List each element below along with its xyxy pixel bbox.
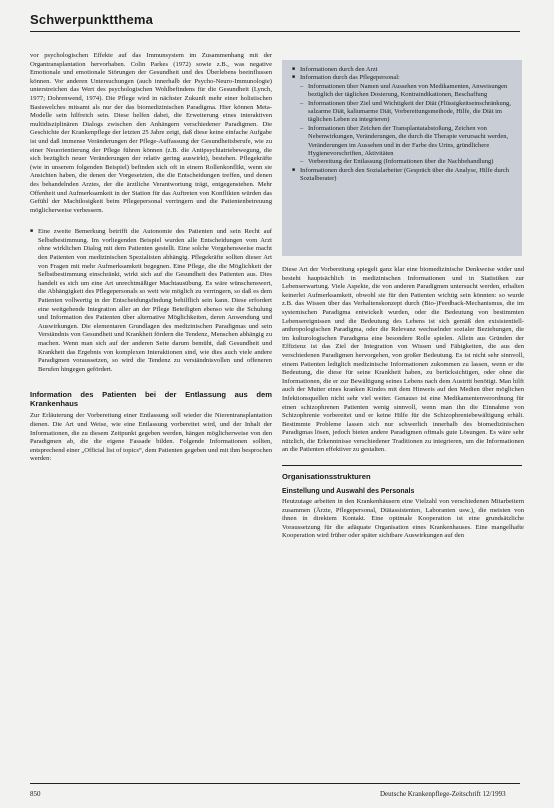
info-box — [282, 60, 522, 256]
info-box-item: ■ Information durch das Pflegepersonal: — [292, 74, 512, 82]
left-paragraph-3: Zur Erläuterung der Vorbereitung einer Entlassung soll wieder die Nierentransplantation dienen. Die Art und Weise, wie eine Entlassung vorbereitet wird, und der Inhalt der Informationen, die zu diesem Zeitpunkt gegeben werden, hängen möglicherweise von den Paradigmen ab, die die eigene Fassade bilden. Folgende Informationen sollten, entsprechend einer „Official list of topics“, dem Patienten gegeben und mit ihm besprochen werden: — [30, 412, 272, 463]
info-box-list — [292, 66, 512, 184]
journal-footer: Deutsche Krankenpflege-Zeitschrift 12/1993 — [380, 790, 506, 798]
info-box-item: ■ Informationen durch den Sozialarbeiter (Gespräch über die Analyse, Hilfe durch Sozialberater) — [292, 167, 512, 184]
left-column — [30, 52, 272, 464]
info-box-subitem: – Informationen über Namen und Aussehen von Medikamenten, Anweisungen bezüglich der täglichen Dosierung, Kontraindikationen, Beschaffung — [292, 83, 512, 100]
info-box-item: ■ Informationen durch den Arzt — [292, 66, 512, 74]
section-title: Schwerpunktthema — [30, 12, 154, 27]
page-number: 850 — [30, 790, 41, 798]
info-box-subitem: – Informationen über Ziel und Wichtigkeit der Diät (Flüssigkeitseinschränkung, salzarme Diät, kaliumarme Diät, Vorbereitungsmethode, Hilfe, die Diät im täglichen Leben zu integrieren) — [292, 100, 512, 125]
section-divider — [282, 465, 522, 466]
left-paragraph-1: vor psychologischen Effekte auf das Immunsystem im Zusammenhang mit der Organtransplantation hervorhaben. Colin Parkes (1972) sowie z.B., was negative Emotionale und emotionale Störungen der Gesundheit und des Überlebens beeinflussen können. Vor anderen Untersuchungen (auch innerhalb der Psycho-Neuro-Immunologie) unterstreichen das Wert des psychologischen Wohlbefindens für die Gesundheit (Lynch, 1977; Dohrenwend, 1974). Die Pflege wird in nächster Zukunft mehr einer holistischen Basiswelches mitsamt als nur der das biomedizinischen Paradigma. Hier können Meta-Modelle sein hilfreich sein. Diese helfen dabei, die Erweiterung eines interaktiven multidisziplinären Dialogs zwischen den Anhängern verschiedener Paradigmen. Die Geschichte der Krankenpflege der letzten 25 Jahre zeigt, daß diese keine einfache Aufgabe ist und daß immense Veränderungen der Pflege-Auffassung der Gesundheitsberufe, wie zu einer Neuorientierung der Pflege führen können (z.B. die Antipsychiatriebewegung, die sich bezüglich neuer Veränderungen der relativ gering auswirkt), bestehen. Pflegekräfte (wie in unserem folgenden Beispiel) befinden sich oft in einem Rollenkonflikt, wenn sie Ansichten haben, die denen der Vorgesetzten, die die Entscheidungen treffen, und denen des behandelnden Arztes, der die ärztliche Verantwortung trägt, entgegenstehen. Mehr Offenheit und Aufmerksamkeit in der Station für das Auftreten von Konflikten würden das Gefühl der Machtlosigkeit beim Pflegepersonal verringern und die Patientenbetreuung möglicherweise verbessern. — [30, 52, 272, 214]
left-paragraph-2: ■ Eine zweite Bemerkung betrifft die Autonomie des Patienten und sein Recht auf Selbstbestimmung. Im vorliegenden Beispiel wurden alle Entscheidungen vom Arzt ohne wirklichen Dialog mit dem Patienten gestellt. Eine solche Vorgehensweise macht den Patienten von medizinischen Spezialisten abhängig. Pflegekräfte sollten dieser Art von Fragen mit mehr Aufmerksamkeit begegnen. Eine Pflege, die die Möglichkeit der Selbstbestimmung einschränkt, wirkt sich auf die Gesundheit des Patienten aus. Dies handelt es sich um eine Art unrechtmäßiger Machtausübung. Es wäre wünschenswert, die Abhängigkeit des Pflegepersonals so weit wie möglich zu verringern, so daß es dem Patienten vollwertig in der Entscheidungsfindung behilflich sein kann. Diese erfordert eine weitgehende Integration aller an der Pflege Beteiligten ebenso wie die Schulung und Information des Patienten über alternative Möglichkeiten, deren Anwendung und Auswirkungen. Die elementaren Grundlagen des medizinischen Paradigmas und sein Verständnis von Gesundheit und Krankheit fördern die Tendenz, Menschen abhängig zu machen. Wenn man sich auf der anderen Seite darum bemüht, daß Gesundheit und Krankheit das Ergebnis von komplexen Interaktionen sind, wie dies auch viele andere Paradigmen voraussetzen, so wird die Tendenz zu verständnisvollen und offeneren Berufen hingegen gefördert. — [30, 228, 272, 374]
right-paragraph-1: Diese Art der Vorbereitung spiegelt ganz klar eine biomedizinische Denkweise wider und besteht hauptsächlich in medizinischen Informationen und in Statistiken zur Lebenserwartung. Viele Aspekte, die von anderen Paradigmen untersucht werden, erhalten keinerlei Aufmerksamkeit, obwohl sie für den Patienten wichtig sein könnten: so wurde z.B. das Wissen über das Verhaltenskonzept durch (Bio-)Feedback-Mechanismus, die im systemischen Paradigma entwickelt wurden, oder die Bedeutung von bestimmten Lebensereignissen und die Bedeutung des Lebens ist sich gemäß den exisistentiell-anthropologischen Paradigma, oder die Relevanz wechselnder sozialer Beziehungen, die im kulturologischen Paradigma eine besondere Rolle spielen. Allein aus Gründen der Effizienz ist das Ziel der Integration von Wissen und Fähigkeiten, die aus den verschiedenen Paradigmen hervorgehen, von großer Bedeutung. Es ist nicht sehr sinnvoll, einem Patienten lediglich medizinische Informationen zukommen zu lassen, wenn er die Bedeutung, die diese für seine Krankheit haben, zu berücksichtigen, oder ohne die Informationen, die er zur Bewältigung seines Lebens nach dem Austritt benötigt. Man hilft auch der Mutter eines kranken Kindes mit dem Hinweis auf den Medien über möglichen Infektionsquellen nicht sehr viel weiter. Genauso ist eine Medikamentenverordnung für einen schizophrenen Patienten wenig sinnvoll, wenn man ihn die Einnahme von Schizophrenie vorbereitet und er keine Hilfe für die Schizophreniebewältigung erhält. Bestimmte Probleme lassen sich nur schwerlich innerhalb des biomedizinischen Paradigmas lösen, jedoch bieten andere Paradigmen oftmals gute Lösungen. Es wäre sehr nützlich, die Erkenntnisse verschiedener Traditionen zu integrieren, um die Informationen an die Patienten effektiver zu gestalten. — [282, 266, 524, 454]
left-section-heading: Information des Patienten bei der Entlassung aus dem Krankenhaus — [30, 390, 272, 409]
info-box-subitem: – Informationen über Zeichen der Transplantatabstoßung, Zeichen von Nebenwirkungen, Veränderungen, die durch die Therapie verursacht werden, Veränderungen im Aussehen und in der Farbe des Urins, gründlichere Hygienevorschriften, Aktivitäten — [292, 125, 512, 159]
info-box-subitem: – Vorbereitung der Entlassung (Informationen über die Nachbehandlung) — [292, 158, 512, 166]
right-section-heading: Organisationsstrukturen — [282, 472, 371, 482]
right-paragraph-2: Heutzutage arbeiten in den Krankenhäusern eine Vielzahl von verschiedenen Mitarbeitern zusammen (Ärzte, Pflegepersonal, Diätassistenten, Laboranten usw.), die meisten von ihnen in direktem Kontakt. Eine optimale Kooperation ist eine grundsätzliche Voraussetzung für die adäquate Organisation eines Krankenhauses. Eine mangelhafte Kooperation wird früher oder später sichtbare Auswirkungen auf den — [282, 498, 524, 540]
right-subheading: Einstellung und Auswahl des Personals — [282, 488, 415, 496]
header-rule — [30, 31, 520, 32]
footer-rule — [30, 783, 520, 784]
right-column — [282, 266, 524, 541]
